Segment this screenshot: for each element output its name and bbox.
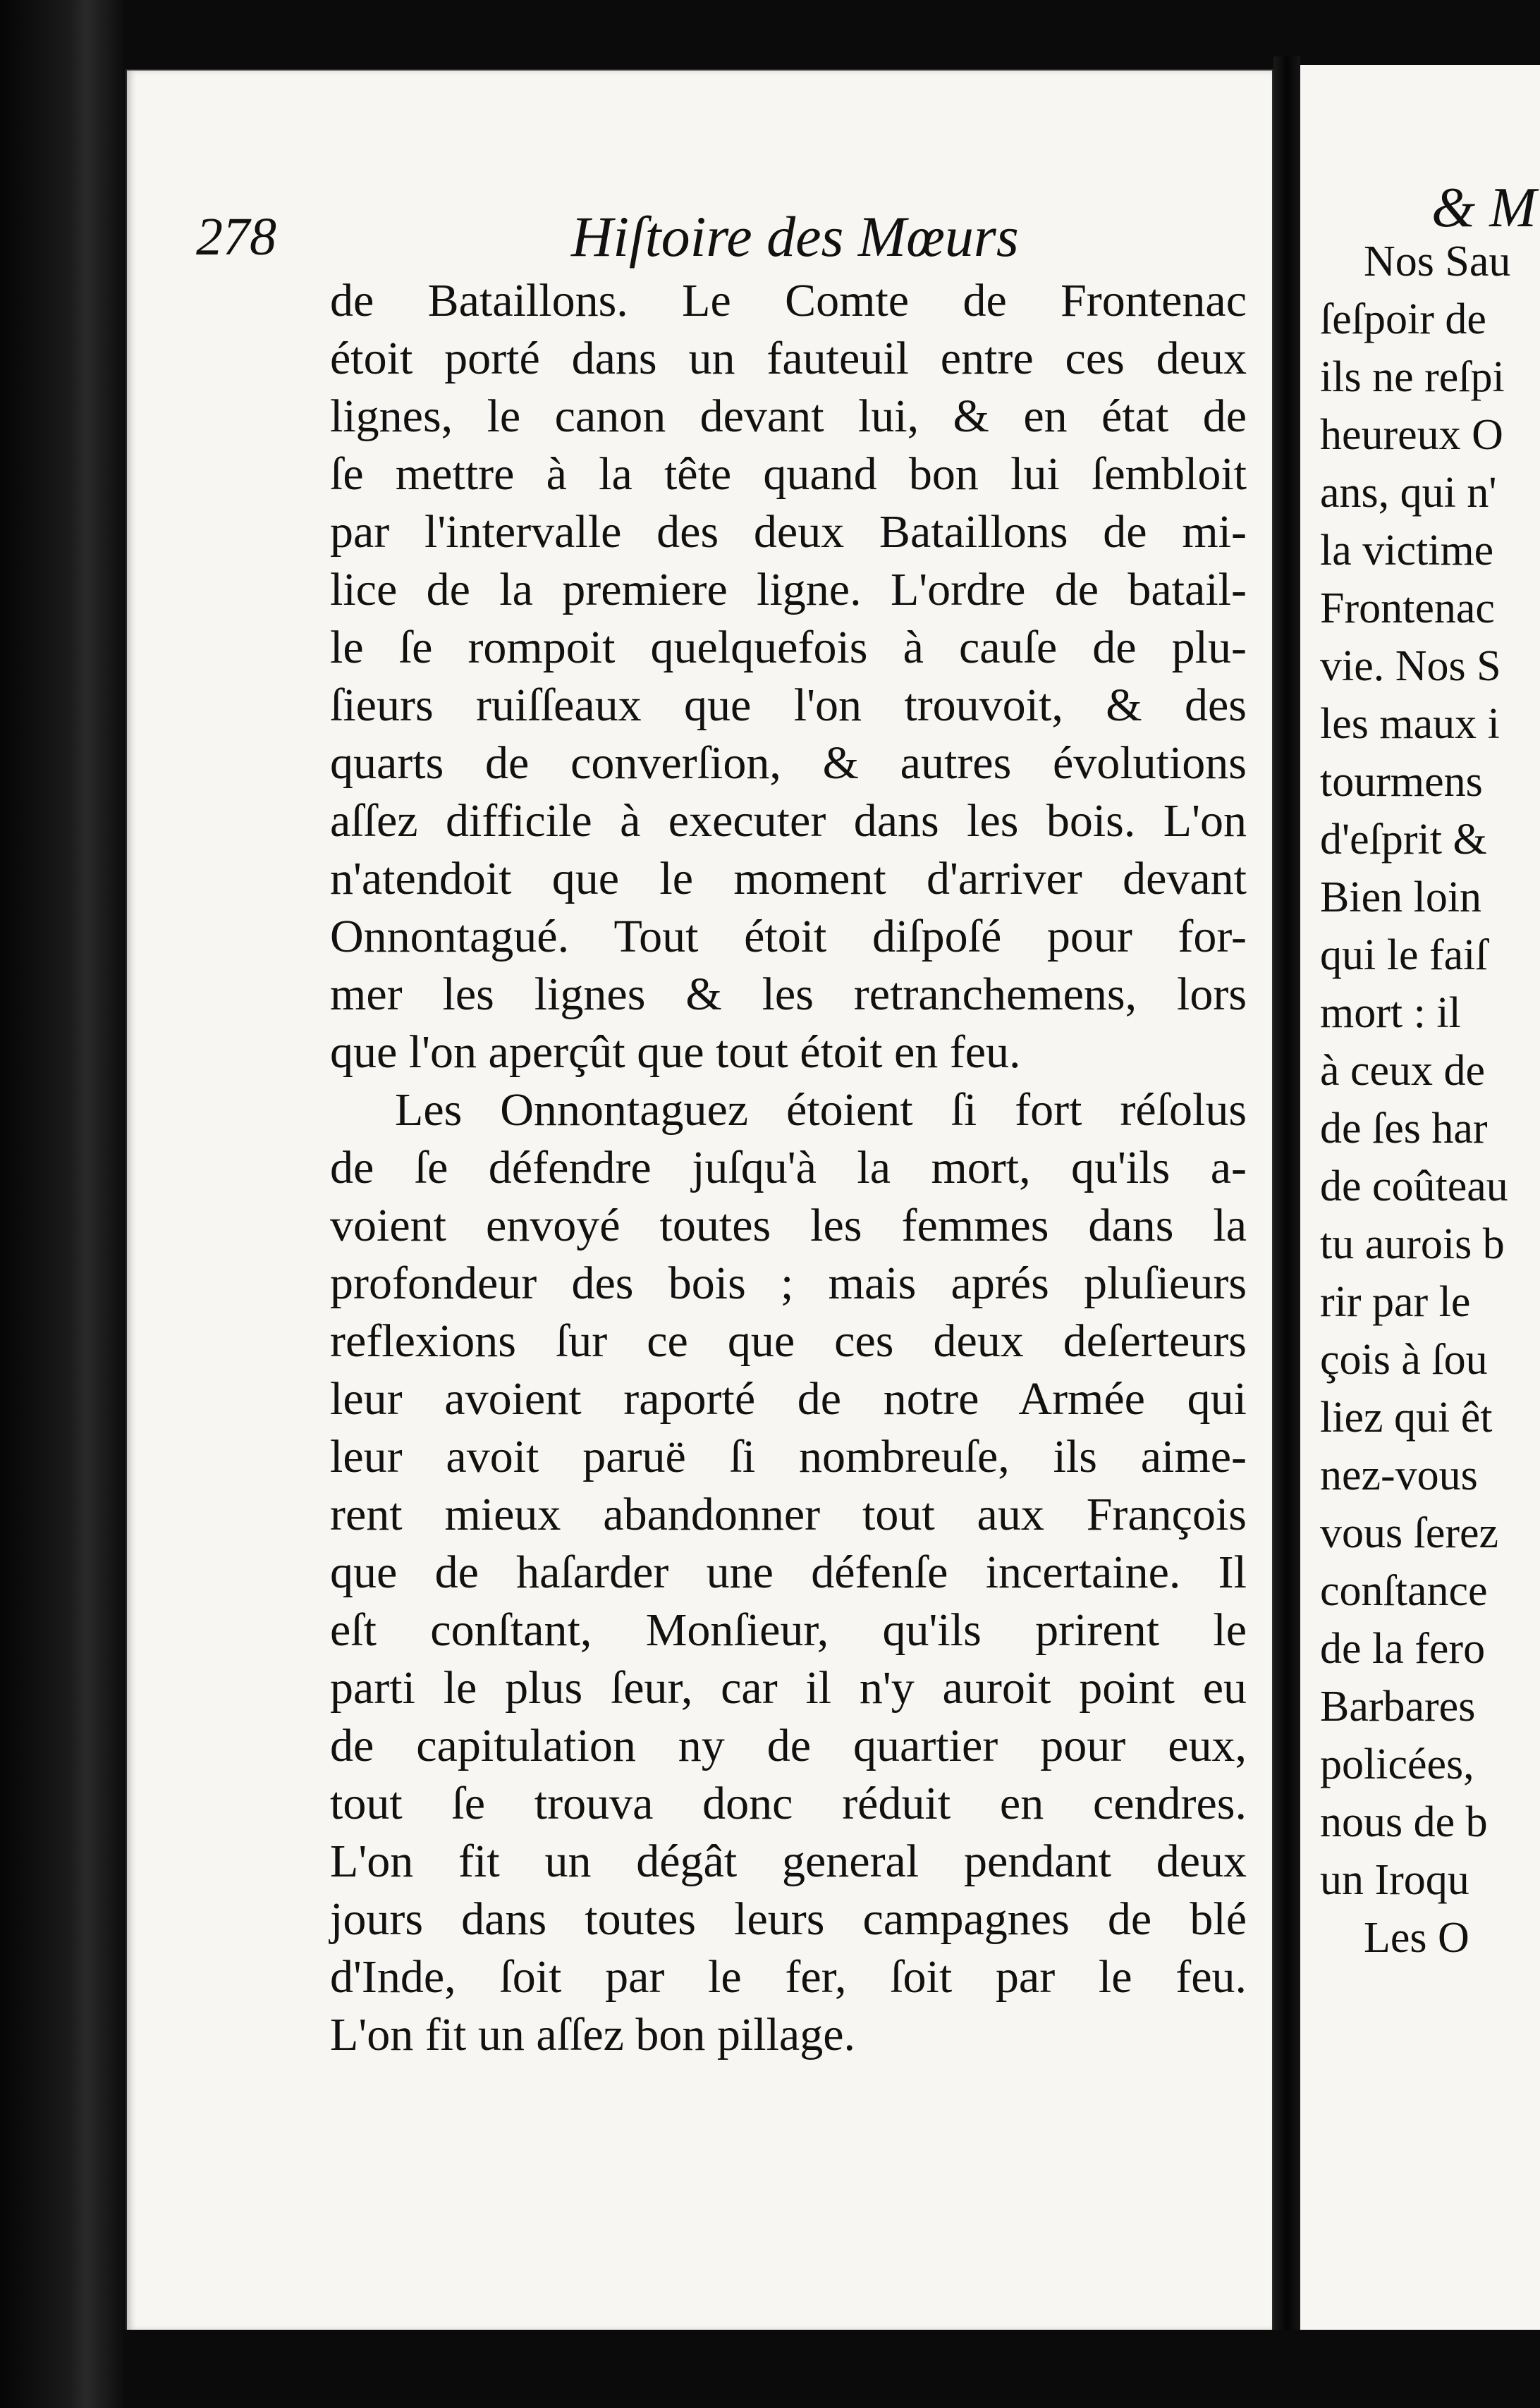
text-line: Les O (1364, 1914, 1469, 1962)
running-title: Hiſtoire des Mœurs (571, 204, 1019, 269)
text-line: ils ne reſpi (1320, 353, 1505, 401)
text-line: ſieurs ruiſſeaux que l'on trouvoit, & des (330, 680, 1247, 731)
text-line: rent mieux abandonner tout aux François (330, 1489, 1247, 1540)
text-line: par l'intervalle des deux Bataillons de mi- (330, 506, 1247, 558)
text-line: nous de b (1320, 1798, 1488, 1846)
text-line: la victime (1320, 527, 1494, 575)
text-line: rir par le (1320, 1278, 1471, 1326)
text-line: étoit porté dans un fauteuil entre ces deux (330, 333, 1247, 384)
text-line: çois à ſou (1320, 1336, 1488, 1384)
text-line: de Bataillons. Le Comte de Frontenac (330, 275, 1247, 326)
text-line: lice de la premiere ligne. L'ordre de batail- (330, 564, 1247, 615)
text-line: liez qui êt (1320, 1394, 1493, 1442)
text-line: à ceux de (1320, 1047, 1486, 1095)
text-line: de coûteau (1320, 1162, 1508, 1210)
text-line: de capitulation ny de quartier pour eux, (330, 1720, 1247, 1771)
page-number: 278 (196, 207, 276, 266)
text-line: Barbares (1320, 1683, 1476, 1731)
text-line: Nos Sau (1364, 238, 1511, 285)
text-line: que l'on aperçût que tout étoit en feu. (330, 1026, 1021, 1078)
text-line: conſtance (1320, 1567, 1488, 1615)
text-line: lignes, le canon devant lui, & en état de (330, 391, 1247, 442)
text-line: leur avoit paruë ſi nombreuſe, ils aime- (330, 1431, 1247, 1482)
text-line: L'on fit un aſſez bon pillage. (330, 2009, 856, 2060)
text-line: Bien loin (1320, 873, 1482, 921)
text-line: reflexions ſur ce que ces deux deſerteurs (330, 1315, 1247, 1367)
text-line: les maux i (1320, 700, 1500, 748)
text-line: parti le plus ſeur, car il n'y auroit point eu (330, 1662, 1247, 1714)
text-line: que de haſarder une défenſe incertaine. Il (330, 1547, 1247, 1598)
text-line: mer les lignes & les retranchemens, lors (330, 969, 1247, 1020)
text-line: tourmens (1320, 758, 1483, 806)
text-line: de ſe défendre juſqu'à la mort, qu'ils a- (330, 1142, 1247, 1193)
text-line: eſt conſtant, Monſieur, qu'ils prirent le (330, 1604, 1247, 1656)
text-line: Onnontagué. Tout étoit diſpoſé pour for- (330, 911, 1247, 962)
text-line: vie. Nos S (1320, 642, 1501, 690)
scan-edge (0, 0, 123, 2408)
text-line: profondeur des bois ; mais aprés pluſieurs (330, 1258, 1247, 1309)
page-header (196, 199, 1254, 277)
text-line: d'Inde, ſoit par le fer, ſoit par le feu. (330, 1951, 1247, 2003)
text-line: de la fero (1320, 1625, 1486, 1673)
text-line: heureux O (1320, 411, 1503, 459)
right-running-title: & M (1431, 177, 1536, 239)
text-line: quarts de converſion, & autres évolutions (330, 737, 1247, 789)
text-line: voient envoyé toutes les femmes dans la (330, 1200, 1247, 1251)
text-line: n'atendoit que le moment d'arriver devant (330, 853, 1247, 904)
body-text (330, 272, 1247, 2064)
text-line: tu aurois b (1320, 1220, 1505, 1268)
text-line: le ſe rompoit quelquefois à cauſe de plu- (330, 622, 1247, 673)
text-line: mort : il (1320, 989, 1461, 1037)
text-line: jours dans toutes leurs campagnes de blé (330, 1893, 1247, 1945)
text-line: Les Onnontaguez étoient ſi fort réſolus (395, 1084, 1247, 1136)
text-line: d'eſprit & (1320, 816, 1487, 864)
text-line: vous ſerez (1320, 1509, 1499, 1557)
text-line: Frontenac (1320, 584, 1495, 632)
text-line: de ſes har (1320, 1105, 1488, 1153)
text-line: leur avoient raporté de notre Armée qui (330, 1373, 1247, 1425)
text-line: ſe mettre à la tête quand bon lui ſembloit (330, 448, 1247, 500)
scan-bottom-edge (126, 2330, 1540, 2408)
text-line: L'on fit un dégât general pendant deux (330, 1836, 1247, 1887)
text-line: policées, (1320, 1740, 1474, 1788)
text-line: nez-vous (1320, 1451, 1478, 1499)
text-line: qui le faiſ (1320, 931, 1488, 979)
text-line: un Iroqu (1320, 1856, 1469, 1904)
text-line: ſeſpoir de (1320, 295, 1486, 343)
text-line: aſſez difficile à executer dans les bois. L'on (330, 795, 1247, 847)
text-line: tout ſe trouva donc réduit en cendres. (330, 1778, 1247, 1829)
right-body-text (1320, 233, 1540, 1967)
text-line: ans, qui n' (1320, 469, 1497, 517)
book-gutter (1273, 56, 1300, 2347)
